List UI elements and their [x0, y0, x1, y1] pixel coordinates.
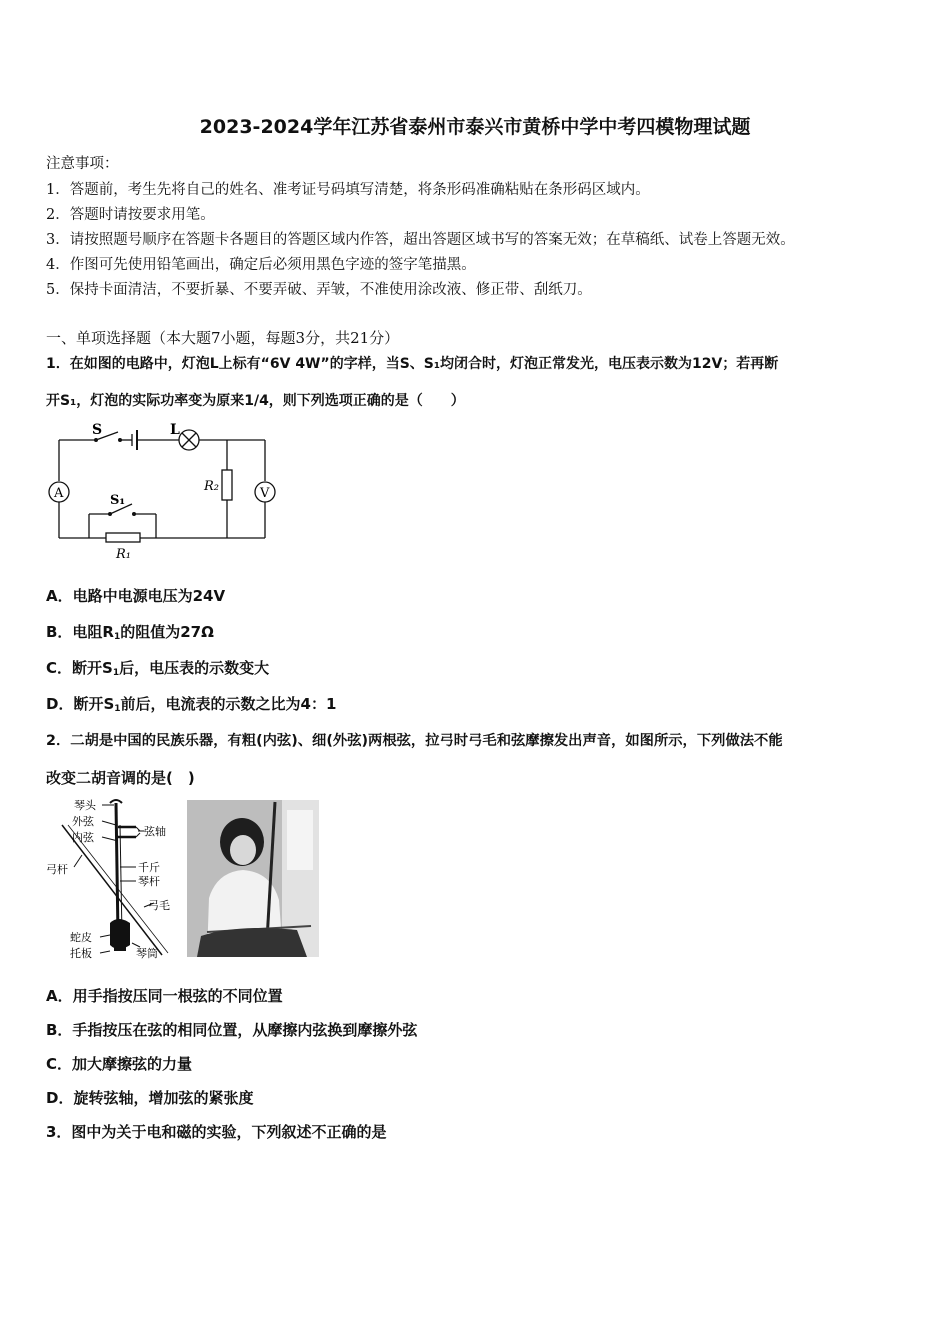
q1-option-a[interactable]: A．电路中电源电压为24V — [46, 587, 226, 605]
label-qintong: 琴筒 — [136, 947, 158, 960]
q2-option-c[interactable]: C．加大摩擦弦的力量 — [46, 1055, 193, 1073]
q2-option-d[interactable]: D．旋转弦轴，增加弦的紧张度 — [46, 1089, 254, 1107]
q1-option-b-text: B．电阻R — [46, 623, 114, 641]
label-waixian: 外弦 — [72, 815, 94, 828]
label-s: S — [92, 422, 103, 438]
notice-item: 3．请按照题号顺序在答题卡各题目的答题区域内作答，超出答题区域书写的答案无效；在草稿纸、试卷上答题无效。 — [46, 232, 795, 248]
q1-option-d[interactable] — [46, 693, 336, 714]
subscript: 1 — [112, 668, 120, 678]
q1-option-d-text: D．断开S — [46, 695, 115, 713]
q1-circuit-diagram — [44, 418, 284, 568]
label-xianzhou: 弦轴 — [144, 825, 166, 838]
q2-stem-line2: 改变二胡音调的是( ) — [46, 769, 195, 787]
label-qingan: 琴杆 — [138, 875, 160, 888]
label-s1: S₁ — [110, 493, 126, 508]
erhu-diagram — [44, 795, 179, 965]
q2-option-a[interactable]: A．用手指按压同一根弦的不同位置 — [46, 987, 283, 1005]
erhu-player-photo — [187, 800, 319, 957]
q3-stem-line1: 3．图中为关于电和磁的实验，下列叙述不正确的是 — [46, 1123, 387, 1141]
subscript: 1 — [114, 704, 121, 714]
label-gongmao: 弓毛 — [148, 899, 170, 912]
q1-stem-line1: 1．在如图的电路中，灯泡L上标有“6V 4W”的字样，当S、S₁均闭合时，灯泡正常发光，电压表示数为12V；若再断 — [46, 356, 779, 372]
label-qintou: 琴头 — [74, 799, 96, 812]
label-r1: R₁ — [116, 547, 131, 562]
label-r2: R₂ — [204, 479, 219, 494]
q1-option-b[interactable] — [46, 621, 214, 642]
label-qianjin: 千斤 — [138, 861, 160, 874]
q1-option-d-text: 前后，电流表的示数之比为4：1 — [120, 695, 337, 713]
section-heading: 一、单项选择题（本大题7小题，每题3分，共21分） — [46, 329, 400, 347]
label-ammeter: A — [54, 486, 64, 501]
q1-stem-line2: 开S₁，灯泡的实际功率变为原来1/4，则下列选项正确的是（ ） — [46, 393, 465, 409]
notice-heading: 注意事项： — [46, 156, 119, 172]
q2-stem-line1: 2．二胡是中国的民族乐器，有粗(内弦)、细(外弦)两根弦，拉弓时弓毛和弦摩擦发出声音，如图所示，下列做法不能 — [46, 733, 783, 749]
q1-option-c-text: C．断开S — [46, 659, 113, 677]
subscript: 1 — [113, 632, 121, 642]
q1-option-c-text: 后，电压表的示数变大 — [119, 659, 270, 677]
q1-option-b-text: 的阻值为27Ω — [120, 623, 214, 641]
label-l: L — [170, 422, 180, 438]
label-neixian: 内弦 — [72, 831, 94, 844]
erhu-player-illustration — [187, 800, 319, 957]
notice-item: 5．保持卡面清洁，不要折暴、不要弄破、弄皱，不准使用涂改液、修正带、刮纸刀。 — [46, 282, 592, 298]
notice-item: 4．作图可先使用铅笔画出，确定后必须用黑色字迹的签字笔描黑。 — [46, 257, 476, 273]
notice-item: 2．答题时请按要求用笔。 — [46, 207, 215, 223]
q2-option-b[interactable]: B．手指按压在弦的相同位置，从摩擦内弦换到摩擦外弦 — [46, 1021, 418, 1039]
page-title: 2023-2024学年江苏省泰州市泰兴市黄桥中学中考四模物理试题 — [199, 116, 751, 138]
label-gonggan: 弓杆 — [46, 863, 68, 876]
label-shepi: 蛇皮 — [70, 931, 92, 944]
q1-option-c[interactable] — [46, 657, 269, 678]
label-voltmeter: V — [260, 486, 270, 501]
notice-item: 1．答题前，考生先将自己的姓名、准考证号码填写清楚，将条形码准确粘贴在条形码区域内。 — [46, 182, 650, 198]
label-tuoban: 托板 — [70, 947, 92, 960]
